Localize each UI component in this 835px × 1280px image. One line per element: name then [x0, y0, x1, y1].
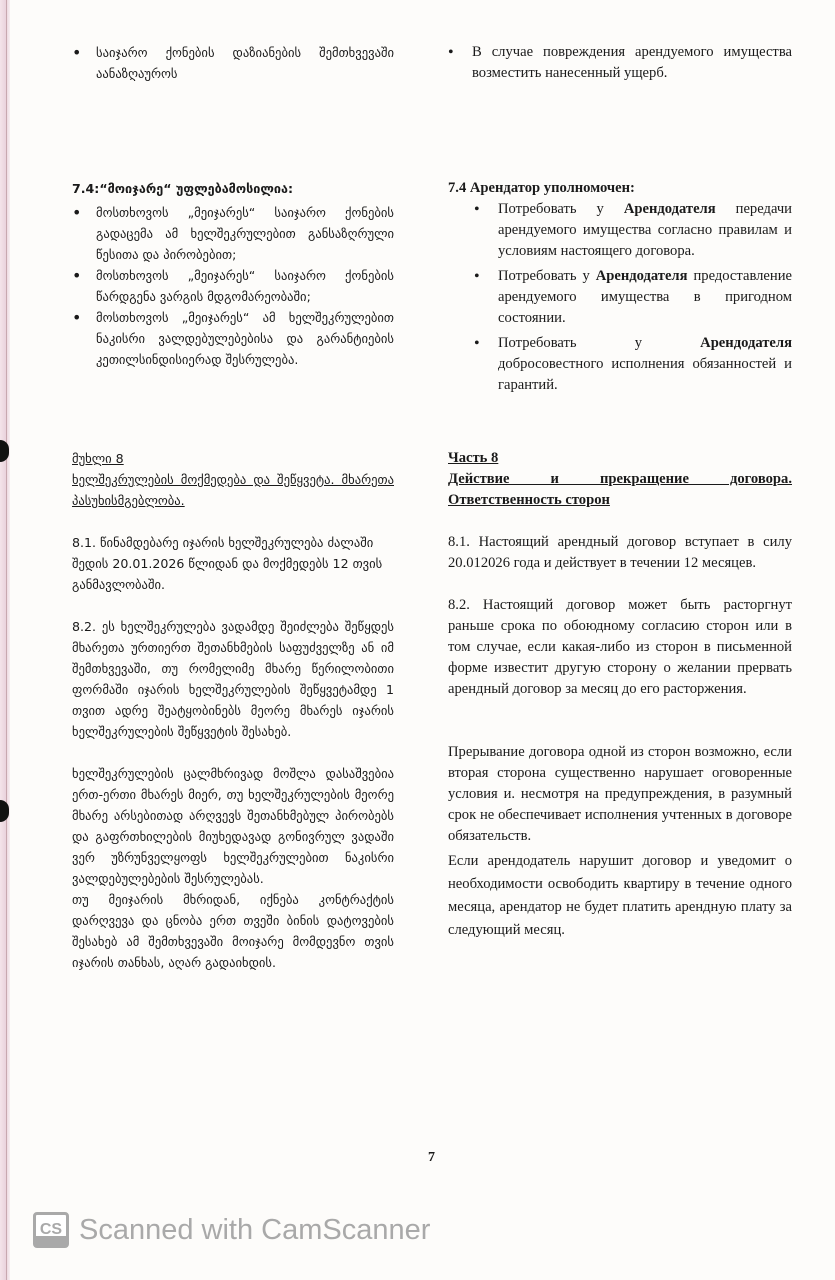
part-title: Часть 8: [448, 450, 499, 466]
clause-8-2: 8.2. ეს ხელშეკრულება ვადამდე შეიძლება შეწყდეს მხარეთა ურთიერთ შეთანხმების საფუძველზე ან იმ შემთხვევაში, თუ რომელიმე მხარე წერილობითი ფორმაში იჯარის ხელშეკრულების შეწყვეტამდე 1 თვით ადრე შეატყობინებს მეორე მხარეს იჯარის ხელშეკრულების შეწყვეტის შესახებ.: [72, 619, 394, 739]
clause-8-2: 8.2. Настоящий договор может быть расторгнут раньше срока по обоюдному согласию сторон или в том случае, если какая-либо из сторон в письменной форме известит другую сторону о желании прервать арендный договор за месяц до его расторжения.: [448, 597, 792, 697]
page-number: 7: [428, 1150, 435, 1165]
part-8-georgian: [72, 448, 394, 973]
part-title: მუხლი 8: [72, 451, 124, 466]
clause-8-1: 8.1. Настоящий арендный договор вступает в силу 20.012026 года и действует в течении 12 месяцев.: [448, 534, 792, 571]
list-item: • Потребовать у Арендодателя передачи арендуемого имущества согласно правилам и условиям настоящего договора.: [498, 199, 792, 262]
clause-landlord-breach: Если арендодатель нарушит договор и уведомит о необходимости освободить квартиру в течение одного месяца, арендатор не будет платить арендную плату за следующий месяц.: [448, 853, 792, 938]
list-item: • მოსთხოვოს „მეიჯარეს“ ამ ხელშეკრულებით ნაკისრი ვალდებულებებისა და გარანტიების კეთილსინდისიერად შესრულება.: [96, 307, 394, 370]
section-7-4-russian: [448, 178, 792, 396]
party-name: Арендодателя: [595, 268, 688, 284]
section-7-4-georgian: [72, 178, 394, 370]
top-right-bullets: [448, 42, 792, 84]
list-item: • Потребовать у Арендодателя добросовестного исполнения обязанностей и гарантий.: [498, 333, 792, 396]
party-name: Арендодателя: [700, 335, 792, 351]
list-item: • საიჯარო ქონების დაზიანების შემთხვევაში აანაზღაუროს: [96, 42, 394, 84]
list-item: • Потребовать у Арендодателя предоставление арендуемого имущества в пригодном состоянии.: [498, 266, 792, 329]
camscanner-watermark: [33, 1212, 430, 1248]
section-heading: 7.4:“მოიჯარე“ უფლებამოსილია:: [72, 181, 293, 196]
page-fold-line: [6, 0, 7, 1280]
list-item: • მოსთხოვოს „მეიჯარეს“ საიჯარო ქონების წარდგენა ვარგის მდგომარეობაში;: [96, 265, 394, 307]
section-heading: 7.4 Арендатор уполномочен:: [448, 180, 635, 196]
clause-8-1: 8.1. წინამდებარე იჯარის ხელშეკრულება ძალაში შედის 20.01.2026 წლიდან და მოქმედებს 12 თვის განმავლობაში.: [72, 535, 383, 592]
page-edge: [0, 0, 10, 1280]
camscanner-logo-icon: CS: [33, 1212, 69, 1248]
watermark-text: Scanned with CamScanner: [79, 1213, 431, 1246]
party-name: Арендодателя: [623, 201, 716, 217]
part-8-russian: [448, 448, 792, 942]
part-subtitle: ხელშეკრულების მოქმედება და შეწყვეტა. მხარეთა პასუხისმგებლობა.: [72, 472, 394, 508]
top-left-bullets: [72, 42, 394, 84]
clause-termination: Прерывание договора одной из сторон возможно, если вторая сторона существенно нарушает оговоренные условия и. несмотря на предупреждения, в разумный срок не обеспечивает исполнения учтенных в договоре обязательств.: [448, 744, 792, 844]
list-item: • მოსთხოვოს „მეიჯარეს“ საიჯარო ქონების გადაცემა ამ ხელშეკრულებით განსაზღრული წესითა და პირობებით;: [96, 202, 394, 265]
clause-landlord-breach: თუ მეიჯარის მხრიდან, იქნება კონტრაქტის დარღვევა და ცნობა ერთ თვეში ბინის დატოვების შესახებ ამ შემთხვევაში მოიჯარე მომდევნო თვის იჯარის თანხას, აღარ გადაიხდის.: [72, 892, 394, 970]
clause-termination: ხელშეკრულების ცალმხრივად მოშლა დასაშვებია ერთ-ერთი მხარეს მიერ, თუ ხელშეკრულების მეორე მხარე არსებითად არღვევს შეთანხმებულ პირობებს და გაფრთხილების მიუხედავად გონივრულ ვადაში ვერ უზრუნველყოფს ხელშეკრულებით ნაკისრი ვალდებულებების შესრულებას.: [72, 766, 394, 886]
list-item: • В случае повреждения арендуемого имущества возместить нанесенный ущерб.: [472, 42, 792, 84]
part-subtitle: Действие и прекращение договора. Ответственность сторон: [448, 471, 792, 508]
